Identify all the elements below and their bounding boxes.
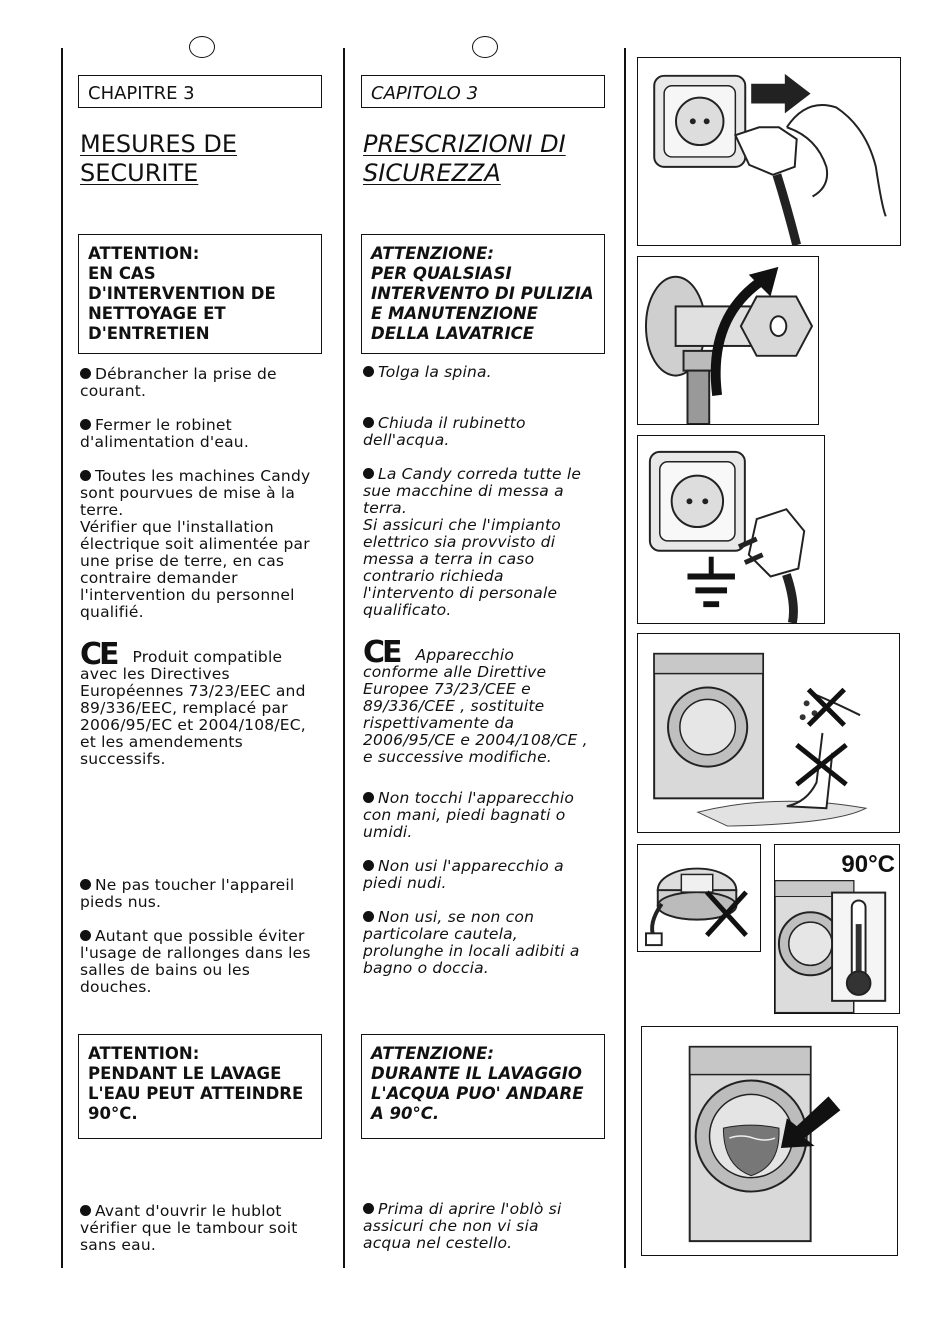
instruction-bare-feet-it xyxy=(363,858,564,892)
warning-line: ATTENTION: xyxy=(88,244,200,263)
warning-line: DURANTE IL LAVAGGIO xyxy=(371,1064,582,1083)
text-line: Non tocchi l'apparecchio xyxy=(378,789,575,807)
text-line: con mani, piedi bagnati o xyxy=(363,806,566,824)
bullet-icon xyxy=(363,366,374,377)
text-line: terre. xyxy=(80,501,124,519)
ce-compliance-it xyxy=(363,635,588,766)
column-divider-right xyxy=(624,48,626,1268)
text-line: Vérifier que l'installation xyxy=(80,518,274,536)
instruction-unplug-fr xyxy=(80,366,277,400)
title-line-2-fr: SECURITE xyxy=(80,159,199,187)
instruction-bare-feet-fr xyxy=(80,877,294,911)
bullet-icon xyxy=(80,1205,91,1216)
ce-mark-icon: CE xyxy=(363,635,400,670)
warning-line: L'ACQUA PUO' ANDARE xyxy=(371,1084,584,1103)
text-line: qualificato. xyxy=(363,601,452,619)
bullet-icon xyxy=(80,419,91,430)
warning-box-hot-water-it xyxy=(361,1034,605,1139)
text-line: conforme alle Direttive xyxy=(363,663,547,681)
water-tap-icon xyxy=(637,256,819,425)
warning-line: INTERVENTO DI PULIZIA xyxy=(371,284,594,303)
bullet-icon xyxy=(80,368,91,379)
bullet-icon xyxy=(80,470,91,481)
text-line: Si assicuri che l'impianto xyxy=(363,516,561,534)
text-line: contraire demander xyxy=(80,569,238,587)
instruction-check-drum-fr xyxy=(80,1203,298,1254)
text-line: La Candy correda tutte le xyxy=(378,465,582,483)
warning-line: ATTENZIONE: xyxy=(371,244,494,263)
instruction-earthing-it xyxy=(363,466,581,619)
text-line: sans eau. xyxy=(80,1236,156,1254)
text-line: contrario richieda xyxy=(363,567,504,585)
text-line: salles de bains ou les xyxy=(80,961,251,979)
text-line: 89/336/EEC, remplacé par xyxy=(80,699,288,717)
hot-water-icon xyxy=(774,844,900,1014)
instruction-water-tap-it xyxy=(363,415,526,449)
temperature-label: 90°C xyxy=(841,851,895,878)
text-line: dell'acqua. xyxy=(363,431,450,449)
warning-line: D'ENTRETIEN xyxy=(88,324,210,343)
text-line: qualifié. xyxy=(80,603,144,621)
title-line-2-it: SICUREZZA xyxy=(363,159,501,187)
bullet-icon xyxy=(363,860,374,871)
language-circle-fr xyxy=(189,36,215,58)
text-line: Chiuda il rubinetto xyxy=(378,414,526,432)
warning-line: E MANUTENZIONE xyxy=(371,304,538,323)
warning-line: EN CAS xyxy=(88,264,156,283)
text-line: courant. xyxy=(80,382,147,400)
text-line: piedi nudi. xyxy=(363,874,447,892)
text-line: l'usage de rallonges dans les xyxy=(80,944,311,962)
text-line: successifs. xyxy=(80,750,166,768)
earth-socket-icon xyxy=(637,435,825,624)
section-title-fr xyxy=(80,130,237,188)
title-line-1-fr: MESURES DE xyxy=(80,130,238,158)
text-line: Apparecchio xyxy=(415,646,515,664)
column-divider-middle xyxy=(343,48,345,1268)
text-line: bagno o doccia. xyxy=(363,959,489,977)
text-line: Non usi, se non con xyxy=(378,908,535,926)
text-line: Produit compatible xyxy=(132,648,283,666)
warning-box-hot-water-fr xyxy=(78,1034,322,1139)
warning-line: PER QUALSIASI xyxy=(371,264,512,283)
bullet-icon xyxy=(363,1203,374,1214)
text-line: 89/336/CEE , sostituite xyxy=(363,697,545,715)
instruction-earthing-fr xyxy=(80,468,310,621)
text-line: sont pourvues de mise à la xyxy=(80,484,296,502)
column-divider-left xyxy=(61,48,63,1268)
text-line: sue macchine di messa a xyxy=(363,482,564,500)
instruction-extensions-it xyxy=(363,909,580,977)
instruction-extensions-fr xyxy=(80,928,311,996)
text-line: messa a terra in caso xyxy=(363,550,535,568)
text-line: Non usi l'apparecchio a xyxy=(378,857,564,875)
drum-water-icon xyxy=(641,1026,898,1256)
warning-line: D'INTERVENTION DE xyxy=(88,284,276,303)
text-line: 2006/95/EC et 2004/108/EC, xyxy=(80,716,306,734)
text-line: vérifier que le tambour soit xyxy=(80,1219,298,1237)
no-extension-icon xyxy=(637,844,761,952)
instruction-unplug-it xyxy=(363,364,492,381)
text-line: umidi. xyxy=(363,823,413,841)
warning-line: ATTENTION: xyxy=(88,1044,200,1063)
warning-line: A 90°C. xyxy=(371,1104,440,1123)
wet-hands-feet-icon xyxy=(637,633,900,833)
text-line: particolare cautela, xyxy=(363,925,518,943)
text-line: Avant d'ouvrir le hublot xyxy=(95,1202,282,1220)
unplug-icon xyxy=(637,57,901,246)
text-line: et les amendements xyxy=(80,733,243,751)
warning-line: NETTOYAGE ET xyxy=(88,304,226,323)
bullet-icon xyxy=(80,930,91,941)
text-line: douches. xyxy=(80,978,152,996)
warning-line: ATTENZIONE: xyxy=(371,1044,494,1063)
section-title-it xyxy=(363,130,566,188)
warning-line: L'EAU PEUT ATTEINDRE xyxy=(88,1084,304,1103)
text-line: assicuri che non vi sia xyxy=(363,1217,539,1235)
title-line-1-it: PRESCRIZIONI DI xyxy=(363,130,566,158)
text-line: l'intervento di personale xyxy=(363,584,558,602)
chapter-label-fr: CHAPITRE 3 xyxy=(88,83,195,104)
chapter-label-it: CAPITOLO 3 xyxy=(371,83,479,104)
text-line: Toutes les machines Candy xyxy=(95,467,311,485)
text-line: Prima di aprire l'oblò si xyxy=(378,1200,562,1218)
text-line: Ne pas toucher l'appareil xyxy=(95,876,295,894)
text-line: acqua nel cestello. xyxy=(363,1234,513,1252)
instruction-water-tap-fr xyxy=(80,417,249,451)
warning-line: PENDANT LE LAVAGE xyxy=(88,1064,282,1083)
language-circle-it xyxy=(472,36,498,58)
text-line: une prise de terre, en cas xyxy=(80,552,285,570)
text-line: Tolga la spina. xyxy=(378,363,492,381)
bullet-icon xyxy=(363,792,374,803)
text-line: Européennes 73/23/EEC and xyxy=(80,682,306,700)
text-line: électrique soit alimentée par xyxy=(80,535,310,553)
bullet-icon xyxy=(363,417,374,428)
warning-line: DELLA LAVATRICE xyxy=(371,324,534,343)
chapter-heading-it xyxy=(361,75,605,108)
text-line: Europee 73/23/CEE e xyxy=(363,680,531,698)
warning-box-maintenance-fr xyxy=(78,234,322,354)
bullet-icon xyxy=(363,911,374,922)
bullet-icon xyxy=(363,468,374,479)
instruction-check-drum-it xyxy=(363,1201,561,1252)
text-line: avec les Directives xyxy=(80,665,230,683)
chapter-heading-fr xyxy=(78,75,322,108)
text-line: prolunghe in locali adibiti a xyxy=(363,942,580,960)
text-line: pieds nus. xyxy=(80,893,162,911)
text-line: Autant que possible éviter xyxy=(95,927,305,945)
text-line: rispettivamente da xyxy=(363,714,515,732)
bullet-icon xyxy=(80,879,91,890)
text-line: elettrico sia provvisto di xyxy=(363,533,556,551)
warning-box-maintenance-it xyxy=(361,234,605,354)
text-line: terra. xyxy=(363,499,407,517)
ce-compliance-fr xyxy=(80,637,306,768)
text-line: 2006/95/CE e 2004/108/CE , xyxy=(363,731,588,749)
text-line: d'alimentation d'eau. xyxy=(80,433,249,451)
warning-line: 90°C. xyxy=(88,1104,138,1123)
instruction-wet-hands-it xyxy=(363,790,574,841)
text-line: Débrancher la prise de xyxy=(95,365,277,383)
text-line: e successive modifiche. xyxy=(363,748,552,766)
text-line: l'intervention du personnel xyxy=(80,586,295,604)
ce-mark-icon: CE xyxy=(80,637,117,672)
text-line: Fermer le robinet xyxy=(95,416,232,434)
